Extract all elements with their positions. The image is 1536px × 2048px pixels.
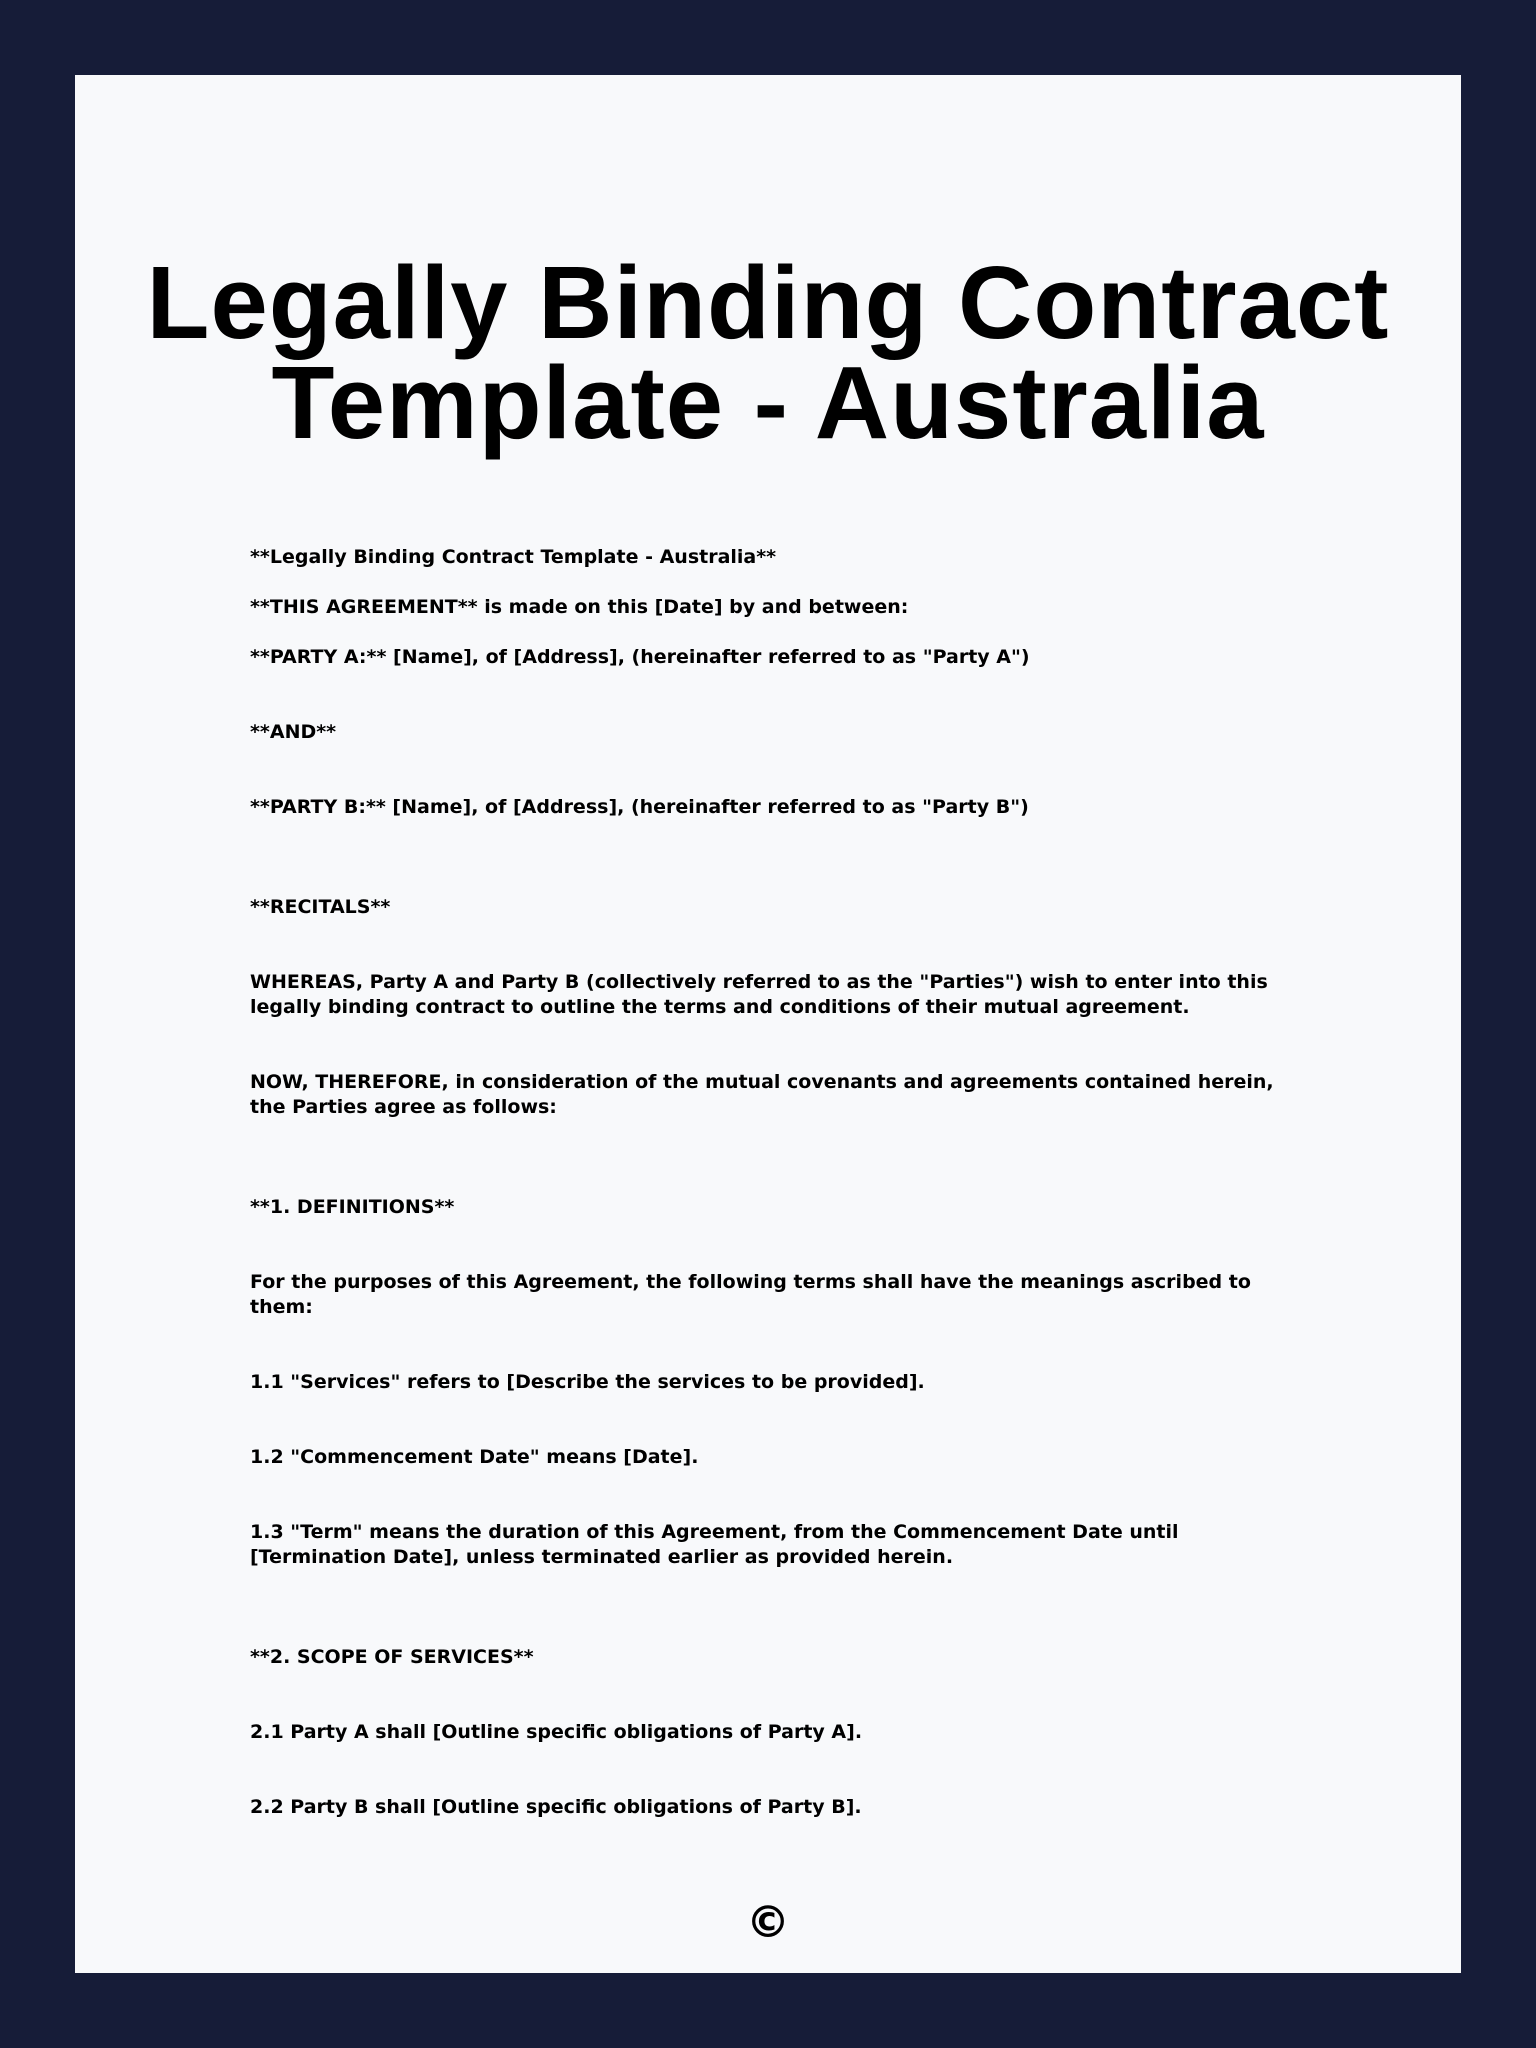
clause-1-2: 1.2 "Commencement Date" means [Date].	[250, 1446, 699, 1468]
section-heading-recitals: **RECITALS**	[250, 896, 391, 918]
paragraph-now-therefore: NOW, THEREFORE, in consideration of the mutual covenants and agreements contained herein, the Parties agree as follows:	[250, 1071, 1281, 1118]
document-title: Legally Binding Contract Template - Australia	[146, 245, 1390, 460]
clause-2-2: 2.2 Party B shall [Outline specific obligations of Party B].	[250, 1796, 862, 1818]
document-body	[250, 545, 1290, 1820]
paragraph-whereas: WHEREAS, Party A and Party B (collectively referred to as the "Parties") wish to enter into this legally binding contract to outline the terms and conditions of their mutual agreement.	[250, 971, 1275, 1018]
section-heading-scope: **2. SCOPE OF SERVICES**	[250, 1646, 534, 1668]
clause-1-3: 1.3 "Term" means the duration of this Agreement, from the Commencement Date until [Termination Date], unless terminated earlier as provided herein.	[250, 1521, 1186, 1568]
clause-1-1: 1.1 "Services" refers to [Describe the services to be provided].	[250, 1371, 925, 1393]
paragraph-agreement-intro: **THIS AGREEMENT** is made on this [Date] by and between:	[250, 596, 909, 618]
paragraph-and: **AND**	[250, 721, 337, 743]
paragraph-party-b: **PARTY B:** [Name], of [Address], (hereinafter referred to as "Party B")	[250, 796, 1029, 818]
paragraph-party-a: **PARTY A:** [Name], of [Address], (hereinafter referred to as "Party A")	[250, 646, 1030, 668]
copyright-icon: ©	[746, 1897, 790, 1948]
clause-2-1: 2.1 Party A shall [Outline specific obligations of Party A].	[250, 1721, 863, 1743]
section-heading-definitions: **1. DEFINITIONS**	[250, 1196, 455, 1218]
paragraph-definitions-intro: For the purposes of this Agreement, the following terms shall have the meanings ascribed to them:	[250, 1271, 1258, 1318]
document-page	[75, 75, 1461, 1973]
paragraph-heading-template: **Legally Binding Contract Template - Australia**	[250, 546, 777, 568]
